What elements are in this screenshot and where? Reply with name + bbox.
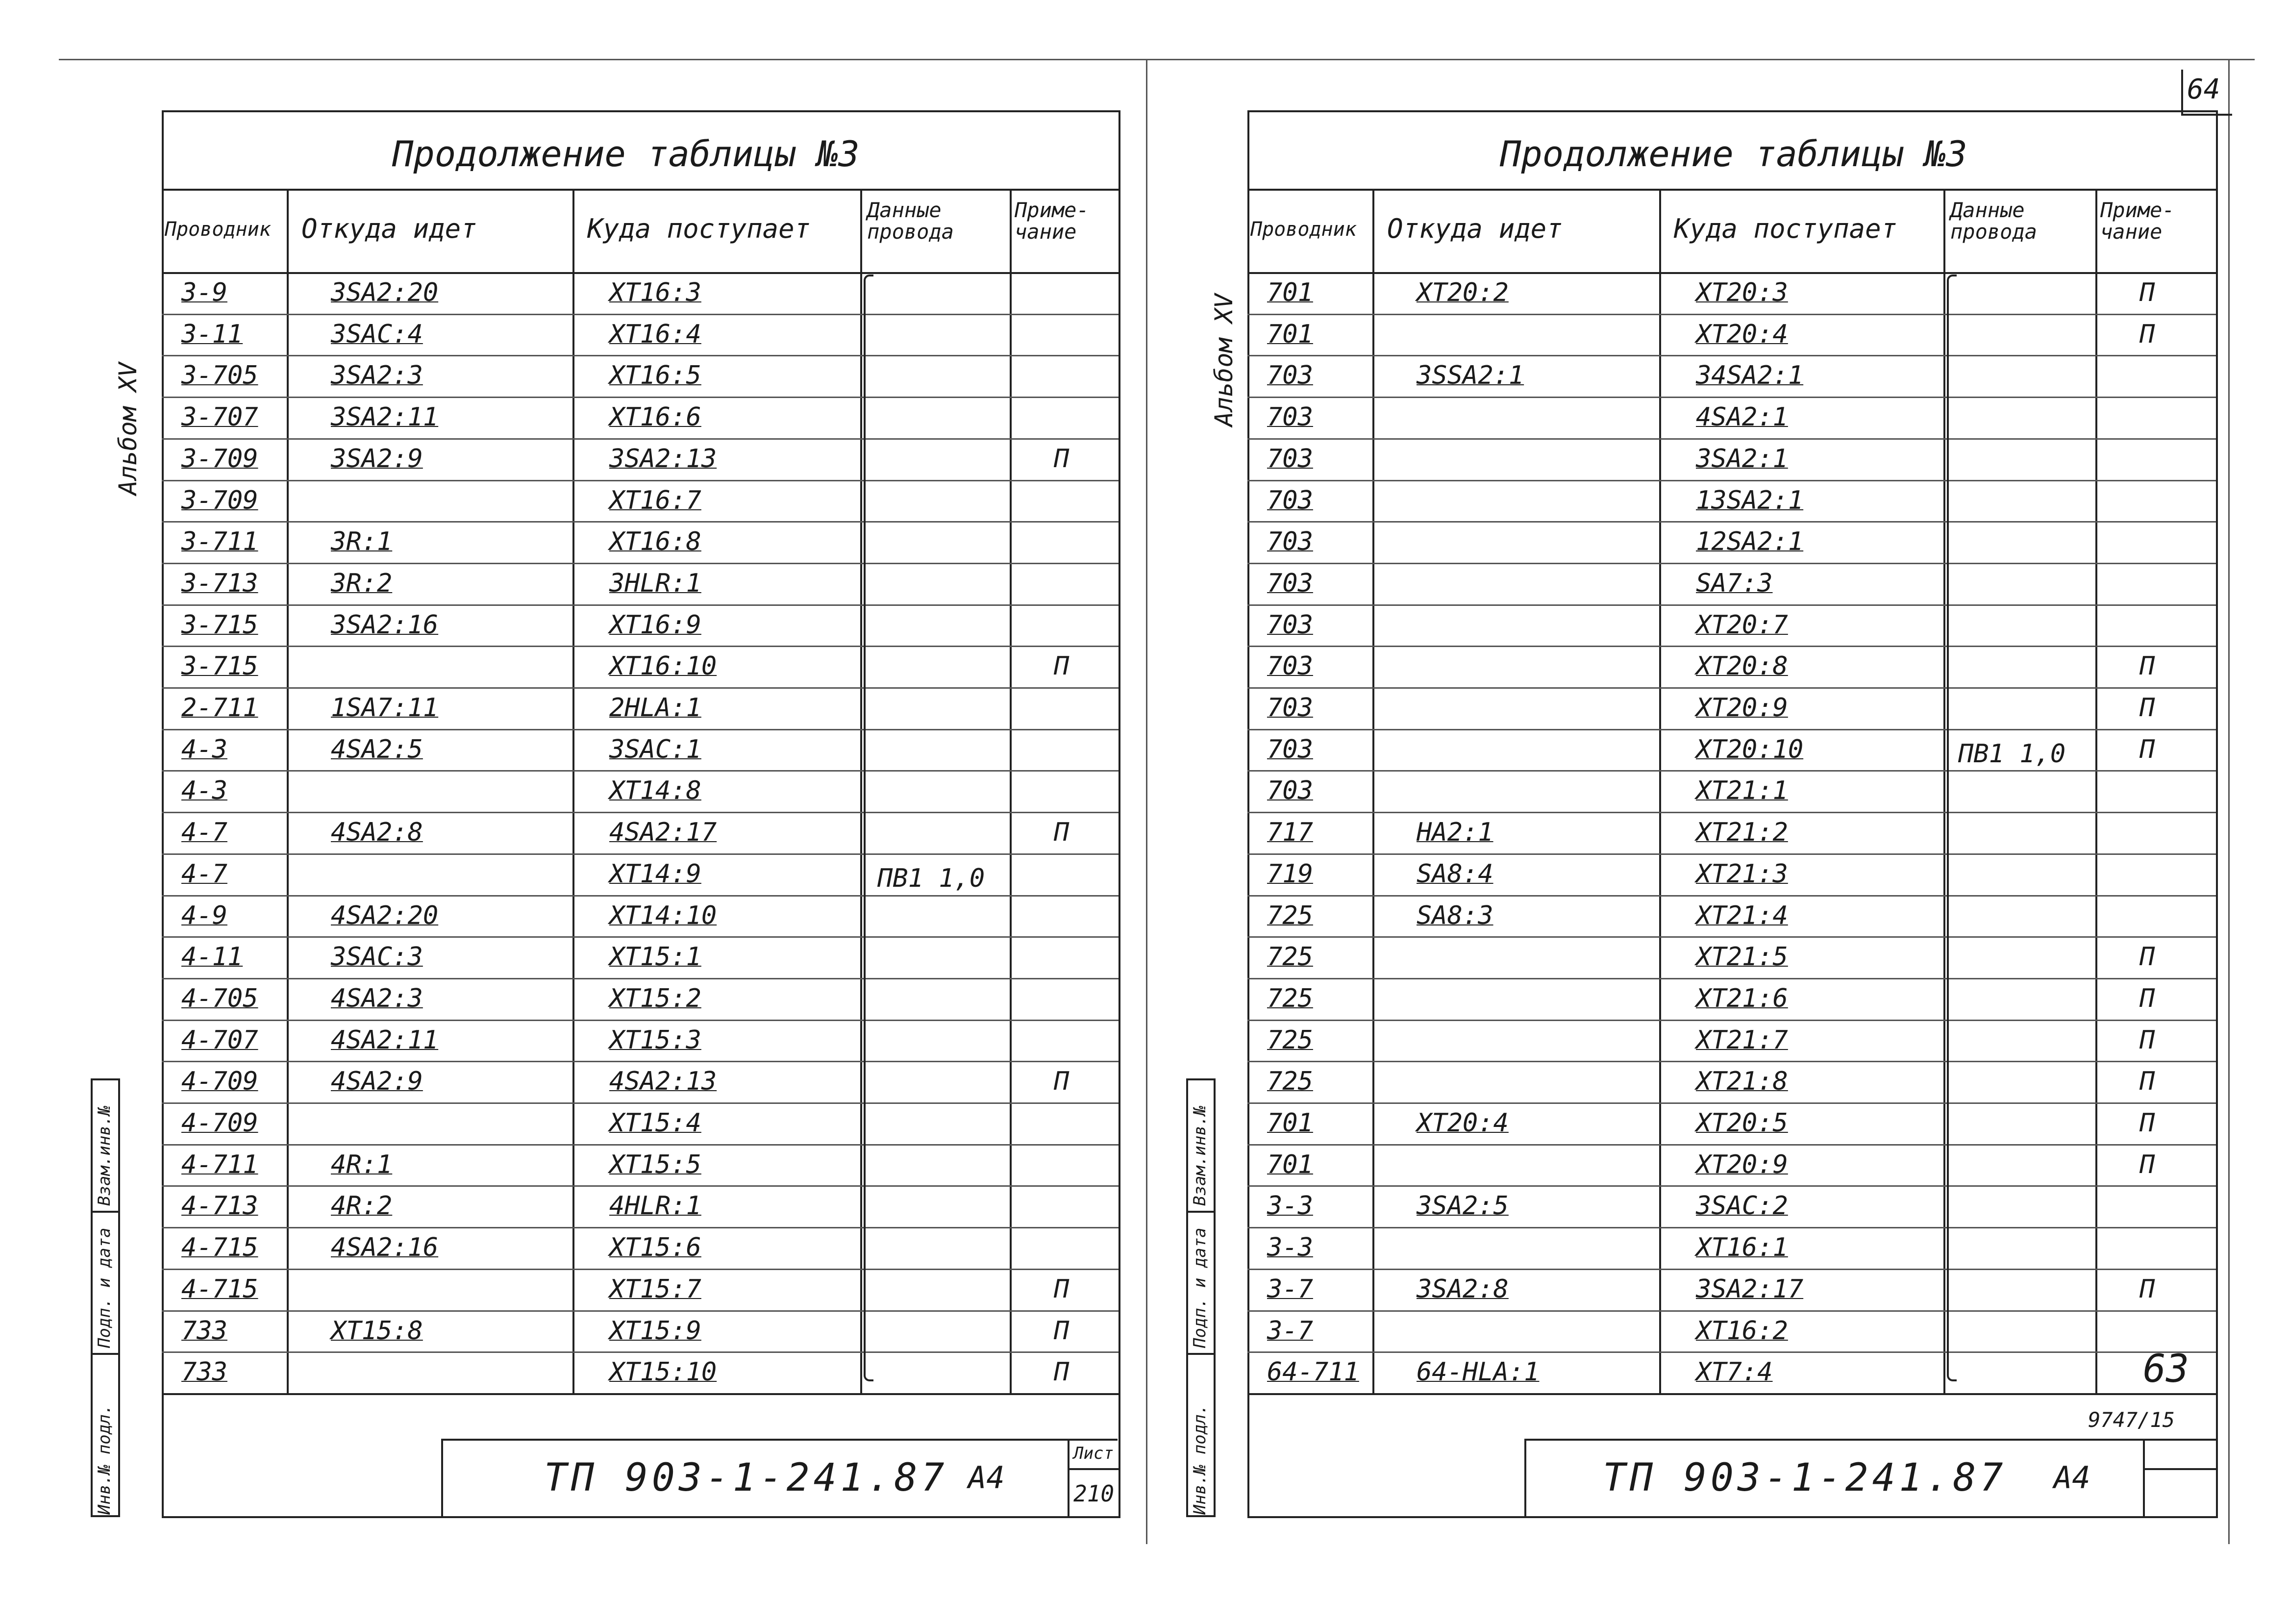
right-cell-note: П [2139,1274,2155,1304]
right-cell-to: XT21:7 [1696,1025,1788,1055]
right-cell-conductor: 703 [1267,402,1313,432]
right-row-line [1247,978,2216,979]
right-cell-note: П [2139,278,2155,307]
left-cell-from: 3SA2:11 [331,402,439,432]
right-stamp-inv: Инв.№ подл. [1190,1404,1210,1515]
right-col-line-0 [1372,189,1374,1393]
right-cell-note: П [2139,1025,2155,1055]
right-row-line [1247,438,2216,440]
right-row-line [1247,812,2216,813]
left-stamp-sheet-label: Лист [1073,1444,1114,1463]
right-cell-to: XT20:5 [1696,1108,1788,1138]
left-cell-from: 4SA2:3 [331,983,423,1013]
right-row-line [1247,729,2216,730]
right-cell-conductor: 725 [1267,900,1313,930]
left-cell-to: XT16:10 [609,651,717,681]
right-table-bottom-line [1247,1393,2216,1395]
right-cell-note: П [2139,651,2155,681]
right-cell-note: П [2139,693,2155,723]
left-cell-conductor: 4-3 [181,734,227,764]
left-stamp-code: ТП 903-1-241.87 [544,1456,948,1500]
left-header-from: Откуда идет [301,213,477,244]
right-row-line [1247,895,2216,897]
right-cell-from: HA2:1 [1417,818,1493,848]
left-cell-conductor: 4-707 [181,1025,258,1055]
right-cell-to: 12SA2:1 [1696,527,1804,557]
right-header-conductor: Проводник [1250,218,1357,241]
left-cell-to: XT14:9 [609,859,701,889]
right-row-line [1247,1269,2216,1270]
right-row-line [1247,563,2216,564]
left-cell-conductor: 3-709 [181,444,258,474]
left-cell-to: XT15:2 [609,983,701,1013]
right-col-line-2 [1943,189,1945,1393]
left-cell-conductor: 733 [181,1357,227,1387]
left-cell-from: 3SA2:3 [331,361,423,391]
left-cell-note: П [1054,1357,1069,1387]
right-cell-to: XT7:4 [1696,1357,1773,1387]
right-cell-conductor: 3-3 [1267,1191,1313,1221]
right-cell-to: XT20:8 [1696,651,1788,681]
left-album-label: Альбом XV [114,362,142,495]
left-cell-from: XT15:8 [331,1316,423,1346]
right-cell-conductor: 64-711 [1267,1357,1359,1387]
right-table-title: Продолжение таблицы №3 [1500,133,1967,175]
left-cell-from: 3SAC:4 [331,319,423,349]
left-cell-to: XT16:3 [609,278,701,307]
left-cell-to: XT14:8 [609,776,701,806]
right-cell-note: П [2139,983,2155,1013]
left-cell-to: XT14:10 [609,900,717,930]
right-row-line [1247,1061,2216,1062]
left-cell-conductor: 2-711 [181,693,258,723]
right-row-line [1247,1020,2216,1021]
left-cell-to: XT16:8 [609,527,701,557]
right-row-line [1247,770,2216,772]
left-header-to: Куда поступает [587,213,811,244]
right-cell-to: XT21:5 [1696,942,1788,972]
right-col-line-1 [1659,189,1661,1393]
right-cell-conductor: 703 [1267,651,1313,681]
right-cell-conductor: 703 [1267,776,1313,806]
right-row-line [1247,397,2216,398]
right-cell-to: 3SA2:1 [1696,444,1788,474]
left-cell-from: 4SA2:8 [331,818,423,848]
right-cell-to: XT21:3 [1696,859,1788,889]
left-cell-to: 3SA2:13 [609,444,717,474]
left-cell-to: 4SA2:13 [609,1067,717,1097]
right-stamp-sheet-line [2143,1468,2217,1470]
left-table-title: Продолжение таблицы №3 [392,133,860,175]
right-cell-to: XT21:1 [1696,776,1788,806]
right-row-line [1247,853,2216,855]
left-cell-from: 4SA2:20 [331,900,439,930]
right-row-line [1247,1351,2216,1353]
right-row-line [1247,1310,2216,1312]
right-stamp-divider [2143,1439,2145,1517]
right-cell-to: 13SA2:1 [1696,485,1804,515]
left-cell-to: XT16:5 [609,361,701,391]
right-title-line [1247,189,2216,191]
left-cell-from: 3R:1 [331,527,393,557]
left-cell-note: П [1054,1316,1069,1346]
right-cell-from: 3SA2:5 [1417,1191,1509,1221]
right-cell-note: П [2139,734,2155,764]
left-cell-conductor: 4-713 [181,1191,258,1221]
right-side-stamp-divider-1 [1186,1211,1216,1213]
right-cell-conductor: 717 [1267,818,1313,848]
left-cell-conductor: 4-715 [181,1233,258,1263]
right-cell-to: XT16:2 [1696,1316,1788,1346]
right-cell-to: XT20:10 [1696,734,1804,764]
left-stamp-format: А4 [968,1460,1005,1496]
right-row-line [1247,1102,2216,1104]
right-stamp-format: А4 [2054,1460,2090,1496]
right-cell-to: XT20:9 [1696,1149,1788,1179]
left-cell-conductor: 733 [181,1316,227,1346]
left-cell-from: 3SA2:20 [331,278,439,307]
right-stamp-sign: Подп. и дата [1190,1227,1210,1348]
left-cell-conductor: 4-11 [181,942,243,972]
left-cell-to: 3HLR:1 [609,568,701,598]
left-cell-conductor: 4-7 [181,818,227,848]
right-cell-conductor: 703 [1267,485,1313,515]
right-cell-note: П [2139,1108,2155,1138]
left-cell-to: 3SAC:1 [609,734,701,764]
right-cell-to: 3SAC:2 [1696,1191,1788,1221]
right-row-line [1247,480,2216,481]
right-cell-conductor: 701 [1267,1108,1313,1138]
left-cell-note: П [1054,651,1069,681]
right-cell-conductor: 3-3 [1267,1233,1313,1263]
right-cell-from: XT20:4 [1417,1108,1509,1138]
page-number: 64 [2187,74,2220,105]
right-cell-to: XT20:3 [1696,278,1788,307]
right-cell-from: 3SSA2:1 [1417,361,1524,391]
right-cell-conductor: 725 [1267,983,1313,1013]
left-cell-to: XT16:7 [609,485,701,515]
right-cell-conductor: 703 [1267,361,1313,391]
left-cell-to: 2HLA:1 [609,693,701,723]
left-stamp-sheet-no: 210 [1073,1480,1115,1507]
right-cell-to: XT16:1 [1696,1233,1788,1263]
right-cell-to: XT21:6 [1696,983,1788,1013]
right-row-line [1247,521,2216,523]
right-row-line [1247,1185,2216,1187]
right-wire-spec: ПВ1 1,0 [1958,739,2066,769]
right-cell-conductor: 703 [1267,693,1313,723]
right-cell-conductor: 703 [1267,444,1313,474]
right-header-to: Куда поступает [1674,213,1897,244]
left-cell-to: XT15:6 [609,1233,701,1263]
left-cell-to: XT15:4 [609,1108,701,1138]
left-cell-conductor: 3-715 [181,651,258,681]
right-header-line [1247,272,2216,274]
right-album-label: Альбом XV [1210,294,1238,426]
right-cell-conductor: 725 [1267,1025,1313,1055]
left-cell-to: XT16:9 [609,610,701,640]
right-row-line [1247,936,2216,938]
left-cell-to: 4SA2:17 [609,818,717,848]
right-row-line [1247,314,2216,315]
left-cell-conductor: 3-715 [181,610,258,640]
right-cell-note: П [2139,1067,2155,1097]
left-cell-conductor: 4-705 [181,983,258,1013]
left-header-wire-data: Данные провода [867,198,954,244]
left-cell-to: XT15:1 [609,942,701,972]
right-wire-brace [1947,275,1957,1381]
left-cell-from: 4R:1 [331,1149,393,1179]
left-header-conductor: Проводник [165,218,271,241]
right-row-line [1247,604,2216,606]
left-cell-conductor: 4-709 [181,1067,258,1097]
left-cell-to: XT15:7 [609,1274,701,1304]
right-cell-to: 34SA2:1 [1696,361,1804,391]
right-cell-conductor: 701 [1267,278,1313,307]
left-cell-from: 4SA2:9 [331,1067,423,1097]
right-cell-note: П [2139,942,2155,972]
left-cell-to: 4HLR:1 [609,1191,701,1221]
right-corner-number: 63 [2143,1347,2189,1391]
left-cell-conductor: 4-7 [181,859,227,889]
right-cell-conductor: 719 [1267,859,1313,889]
left-cell-conductor: 3-705 [181,361,258,391]
right-cell-conductor: 3-7 [1267,1316,1313,1346]
right-cell-to: 3SA2:17 [1696,1274,1804,1304]
right-cell-conductor: 703 [1267,734,1313,764]
left-cell-conductor: 4-9 [181,900,227,930]
left-cell-to: XT15:5 [609,1149,701,1179]
left-cell-from: 4R:2 [331,1191,393,1221]
left-cell-conductor: 3-711 [181,527,258,557]
right-col-line-3 [2095,189,2097,1393]
right-side-stamp-divider-2 [1186,1353,1216,1355]
left-cell-conductor: 4-711 [181,1149,258,1179]
right-cell-from: 64-HLA:1 [1417,1357,1540,1387]
left-cell-note: П [1054,444,1069,474]
right-cell-conductor: 725 [1267,1067,1313,1097]
right-cell-to: XT21:8 [1696,1067,1788,1097]
left-header-note: Приме- чание [1015,198,1089,244]
left-cell-to: XT16:6 [609,402,701,432]
right-cell-note: П [2139,319,2155,349]
left-cell-from: 4SA2:16 [331,1233,439,1263]
right-header-note: Приме- чание [2100,198,2175,244]
right-cell-conductor: 703 [1267,568,1313,598]
left-cell-conductor: 3-11 [181,319,243,349]
right-cell-to: 4SA2:1 [1696,402,1788,432]
right-row-line [1247,355,2216,356]
right-cell-note: П [2139,1149,2155,1179]
left-cell-to: XT15:9 [609,1316,701,1346]
right-cell-conductor: 703 [1267,527,1313,557]
right-row-line [1247,646,2216,647]
left-cell-conductor: 3-9 [181,278,227,307]
left-stamp-sign: Подп. и дата [95,1227,114,1348]
right-header-from: Откуда идет [1387,213,1563,244]
right-cell-conductor: 3-7 [1267,1274,1313,1304]
right-cell-from: 3SA2:8 [1417,1274,1509,1304]
left-wire-spec: ПВ1 1,0 [877,864,985,893]
right-cell-conductor: 725 [1267,942,1313,972]
left-cell-from: 3R:2 [331,568,393,598]
left-cell-note: П [1054,818,1069,848]
right-cell-to: SA7:3 [1696,568,1773,598]
left-cell-to: XT15:10 [609,1357,717,1387]
right-cell-conductor: 701 [1267,319,1313,349]
left-cell-from: 4SA2:11 [331,1025,439,1055]
right-row-line [1247,1144,2216,1146]
left-cell-conductor: 4-715 [181,1274,258,1304]
right-ref-number: 9747/15 [2088,1408,2175,1432]
right-cell-from: SA8:3 [1417,900,1493,930]
right-row-line [1247,687,2216,689]
left-cell-conductor: 4-709 [181,1108,258,1138]
left-cell-from: 3SA2:16 [331,610,439,640]
right-cell-to: XT21:2 [1696,818,1788,848]
right-cell-from: XT20:2 [1417,278,1509,307]
left-cell-from: 1SA7:11 [331,693,439,723]
left-cell-to: XT15:3 [609,1025,701,1055]
left-cell-note: П [1054,1274,1069,1304]
left-stamp-inv: Инв.№ подл. [95,1404,114,1515]
left-stamp-replace: Взам.инв.№ [95,1105,114,1206]
right-row-line [1247,1227,2216,1228]
right-stamp-code: ТП 903-1-241.87 [1603,1456,2007,1500]
right-cell-conductor: 703 [1267,610,1313,640]
left-cell-conductor: 4-3 [181,776,227,806]
left-cell-from: 4SA2:5 [331,734,423,764]
right-header-wire-data: Данные провода [1950,198,2038,244]
left-cell-conductor: 3-713 [181,568,258,598]
right-cell-to: XT21:4 [1696,900,1788,930]
left-cell-from: 3SA2:9 [331,444,423,474]
right-cell-to: XT20:4 [1696,319,1788,349]
right-cell-from: SA8:4 [1417,859,1493,889]
left-cell-conductor: 3-709 [181,485,258,515]
left-cell-from: 3SAC:3 [331,942,423,972]
left-cell-note: П [1054,1067,1069,1097]
left-cell-conductor: 3-707 [181,402,258,432]
right-cell-conductor: 701 [1267,1149,1313,1179]
left-cell-to: XT16:4 [609,319,701,349]
right-cell-to: XT20:7 [1696,610,1788,640]
right-cell-to: XT20:9 [1696,693,1788,723]
right-stamp-replace: Взам.инв.№ [1190,1105,1210,1206]
